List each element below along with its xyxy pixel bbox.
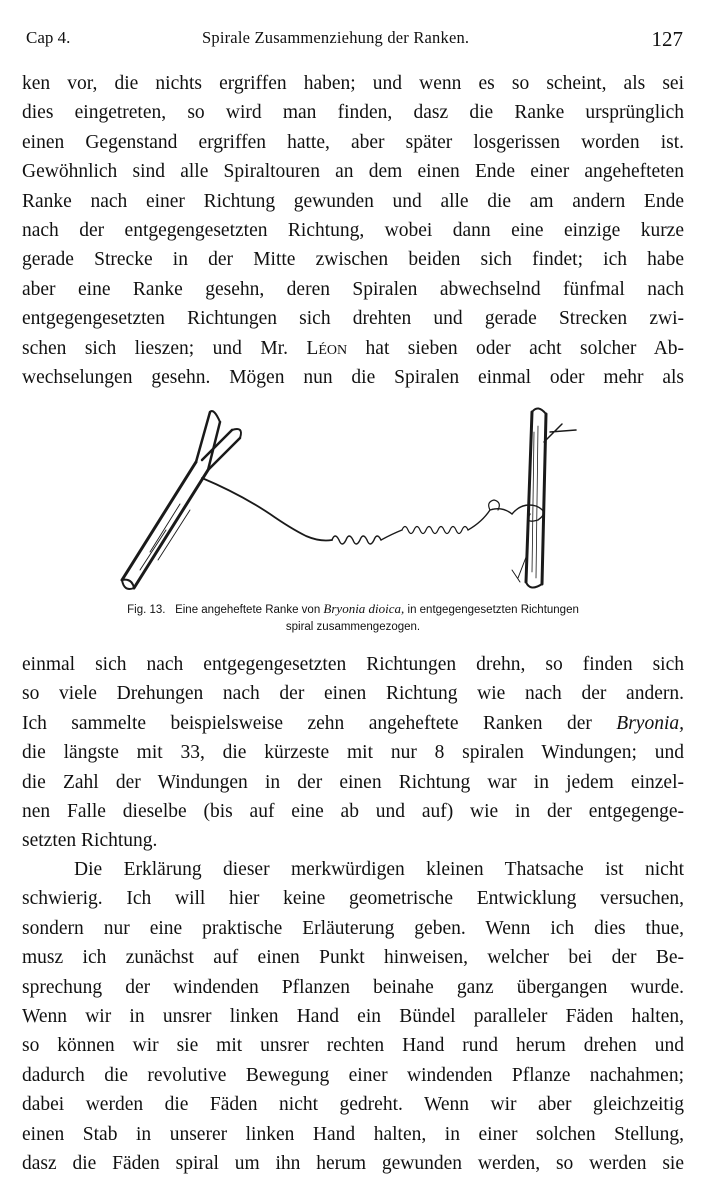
text-line: so können wir sie mit unsrer rechten Hand rund herum drehen und	[22, 1035, 684, 1057]
text-line: aber eine Ranke gesehn, deren Spiralen abwechselnd fünfmal nach	[22, 278, 684, 300]
text-line: die Zahl der Windungen in der einen Richtung war in jedem einzel-	[22, 771, 684, 793]
figure-13-illustration	[110, 402, 600, 597]
text-line: sprechung der windenden Pflanzen beinahe ganz übergangen wurde.	[22, 976, 684, 998]
text-line: nen Falle dieselbe (bis auf eine ab und auf) wie in der entgegenge-	[22, 800, 684, 822]
text-line: Ranke nach einer Richtung gewunden und alle die am andern Ende	[22, 190, 684, 212]
text-line: Wenn wir in unsrer linken Hand ein Bündel paralleler Fäden halten,	[22, 1005, 684, 1027]
text-line: die längste mit 33, die kürzeste mit nur 8 spiralen Windungen; und	[22, 742, 684, 764]
figure-caption	[22, 600, 684, 636]
chapter-label: Cap 4.	[26, 28, 71, 47]
text-line: einmal sich nach entgegengesetzten Richtungen drehn, so finden sich	[22, 654, 684, 675]
text-line: schwierig. Ich will hier keine geometrische Entwicklung versuchen,	[22, 888, 684, 910]
text-line: wechselungen gesehn. Mögen nun die Spiralen einmal oder mehr als	[22, 366, 684, 388]
text-line	[22, 709, 684, 738]
person-name: Léon	[306, 337, 348, 359]
text-line: entgegengesetzten Richtungen sich drehten und gerade Strecken zwi-	[22, 308, 684, 330]
genus-name: Bryonia,	[616, 712, 684, 734]
text-segment: hat sieben oder acht solcher Ab-	[365, 337, 684, 359]
text-line: nach der entgegengesetzten Richtung, wobei dann eine einzige kurze	[22, 219, 684, 241]
text-line: dabei werden die Fäden nicht gedreht. Wenn wir aber gleichzeitig	[22, 1094, 684, 1116]
caption-text: in entgegengesetzten Richtungen	[407, 604, 579, 616]
text-line: setzten Richtung.	[22, 830, 158, 852]
text-segment: schen sich lieszen; und Mr.	[22, 337, 288, 359]
text-line: einen Stab in unserer linken Hand halten, in einer solchen Stellung,	[22, 1123, 684, 1145]
text-line: einen Gegenstand ergriffen hatte, aber später losgerissen worden ist.	[22, 131, 684, 153]
text-line: so viele Drehungen nach der einen Richtung wie nach der andern.	[22, 683, 684, 705]
text-line: dadurch die revolutive Bewegung einer windenden Pflanze nachahmen;	[22, 1064, 684, 1086]
text-line	[22, 334, 684, 363]
species-name: Bryonia dioica,	[323, 601, 405, 616]
running-header	[26, 28, 683, 54]
text-line: musz ich zunächst auf einen Punkt hinweisen, welcher bei der Be-	[22, 947, 684, 969]
text-line: Die Erklärung dieser merkwürdigen kleinen Thatsache ist nicht	[74, 859, 684, 880]
page-number: 127	[651, 27, 683, 51]
paragraph-1	[22, 69, 684, 392]
caption-text: Eine angeheftete Ranke von	[175, 604, 321, 616]
text-line: ken vor, die nichts ergriffen haben; und wenn es so scheint, als sei	[22, 73, 684, 94]
running-title: Spirale Zusammenziehung der Ranken.	[202, 28, 470, 47]
text-segment: Ich sammelte beispielsweise zehn angeheftete Ranken der	[22, 712, 592, 734]
paragraph-3	[22, 855, 684, 1178]
figure-number: Fig. 13.	[127, 604, 166, 616]
caption-line	[22, 600, 684, 619]
paragraph-2	[22, 650, 684, 856]
text-line: dies eingetreten, so wird man finden, dasz die Ranke ursprünglich	[22, 102, 684, 124]
text-line: Gewöhnlich sind alle Spiraltouren an dem einen Ende einer angehefteten	[22, 161, 684, 183]
text-line: sondern nur eine praktische Erläuterung geben. Wenn ich dies thue,	[22, 917, 684, 939]
text-line: gerade Strecke in der Mitte zwischen beiden sich findet; ich habe	[22, 249, 684, 271]
text-line: dasz die Fäden spiral um ihn herum gewunden werden, so werden sie	[22, 1152, 684, 1174]
tendril-drawing	[110, 402, 600, 597]
caption-line: spiral zusammengezogen.	[285, 621, 421, 633]
